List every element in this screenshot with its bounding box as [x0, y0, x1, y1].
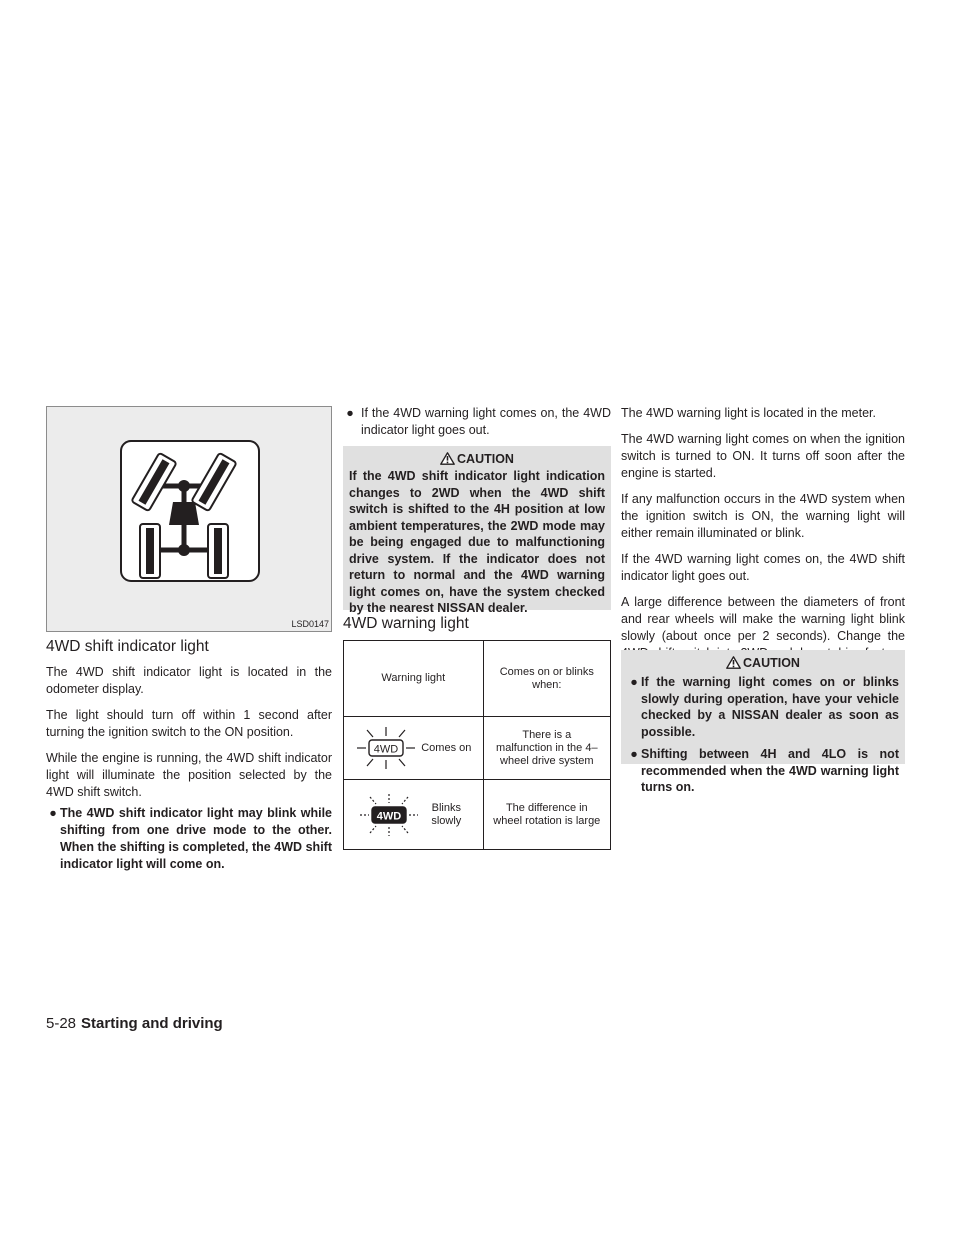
4wd-warning-lit-icon [355, 726, 417, 770]
paragraph: The light should turn off within 1 second after turning the ignition switch to the ON position. [46, 708, 332, 739]
section-title: Starting and driving [81, 1015, 223, 1032]
shift-indicator-heading: 4WD shift indicator light [46, 638, 209, 655]
caution-bullet: ● Shifting between 4H and 4LO is not recommended when the 4WD warning light turns on. [627, 746, 899, 796]
state-label: Comes on [421, 741, 472, 754]
paragraph: The 4WD shift indicator light is located in the odometer display. [46, 665, 332, 696]
warning-triangle-icon [440, 452, 455, 465]
state-label: Blinks slowly [431, 801, 462, 827]
warning-triangle-icon [726, 656, 741, 669]
bullet-icon: ● [49, 806, 57, 820]
column-1-body [46, 664, 332, 873]
figure-label: LSD0147 [291, 619, 329, 629]
column-2-bullet [343, 405, 611, 439]
page-number: 5-28 [46, 1015, 77, 1032]
4wd-warning-blink-icon [358, 793, 420, 837]
paragraph: The 4WD warning light comes on when the ignition switch is turned to ON. It turns off soon after the engine is started. [621, 432, 905, 480]
svg-text:4WD: 4WD [374, 743, 399, 756]
svg-text:4WD: 4WD [377, 810, 402, 822]
paragraph: A large difference between the diameters of front and rear wheels will make the warning light blink slowly (about once per 2 seconds). Change the [621, 595, 905, 643]
drivetrain-figure [46, 406, 332, 632]
caution-text: If the 4WD shift indicator light indication changes to 2WD when the 4WD shift switch is shifted to the 4H position at low ambient temperatures, the 2WD mode may be being engaged due to malfunctioning drive system. If the indicator does not return to normal and the 4WD warning light comes on, have the system checked by the nearest NISSAN dealer. [349, 469, 605, 615]
warning-light-heading: 4WD warning light [343, 615, 469, 632]
table-row [344, 717, 611, 780]
table-cell: There is a malfunction in the 4–wheel drive system [483, 717, 610, 780]
paragraph: If any malfunction occurs in the 4WD system when the ignition switch is ON, the warning light will either remain illuminated or blink. [621, 492, 905, 540]
table-header-cell: Comes on or blinks when: [483, 641, 610, 717]
paragraph: While the engine is running, the 4WD shift indicator light will illuminate the position selected by the 4WD shift switch. [46, 751, 332, 799]
bullet-item: ● The 4WD shift indicator light may blink while shifting from one drive mode to the other. When the shifting is completed, the 4WD shift indicator light will come on. [46, 805, 332, 873]
table-header-cell: Warning light [344, 641, 484, 717]
caution-heading: CAUTION [349, 450, 605, 468]
column-3-body [621, 405, 905, 662]
bullet-item: ● If the 4WD warning light comes on, the 4WD indicator light goes out. [343, 405, 611, 439]
bullet-icon: ● [630, 747, 638, 761]
caution-bullet: ● If the warning light comes on or blinks slowly during operation, have your vehicle checked by a NISSAN dealer as soon as possible. [627, 674, 899, 740]
table-header-row [344, 641, 611, 717]
table-cell: The difference in wheel rotation is large [483, 780, 610, 850]
4wd-drivetrain-icon [47, 407, 333, 633]
bullet-icon: ● [346, 406, 354, 420]
table-cell [344, 717, 484, 780]
page-footer [46, 1015, 223, 1032]
caution-box-1 [343, 446, 611, 615]
table-cell [344, 780, 484, 850]
bullet-icon: ● [630, 675, 638, 689]
caution-heading: CAUTION [627, 654, 899, 672]
paragraph: The 4WD warning light is located in the meter. [621, 406, 876, 420]
caution-box-2 [621, 650, 905, 794]
warning-light-table [343, 640, 611, 850]
table-row [344, 780, 611, 850]
paragraph: If the 4WD warning light comes on, the 4WD shift indicator light goes out. [621, 552, 905, 583]
